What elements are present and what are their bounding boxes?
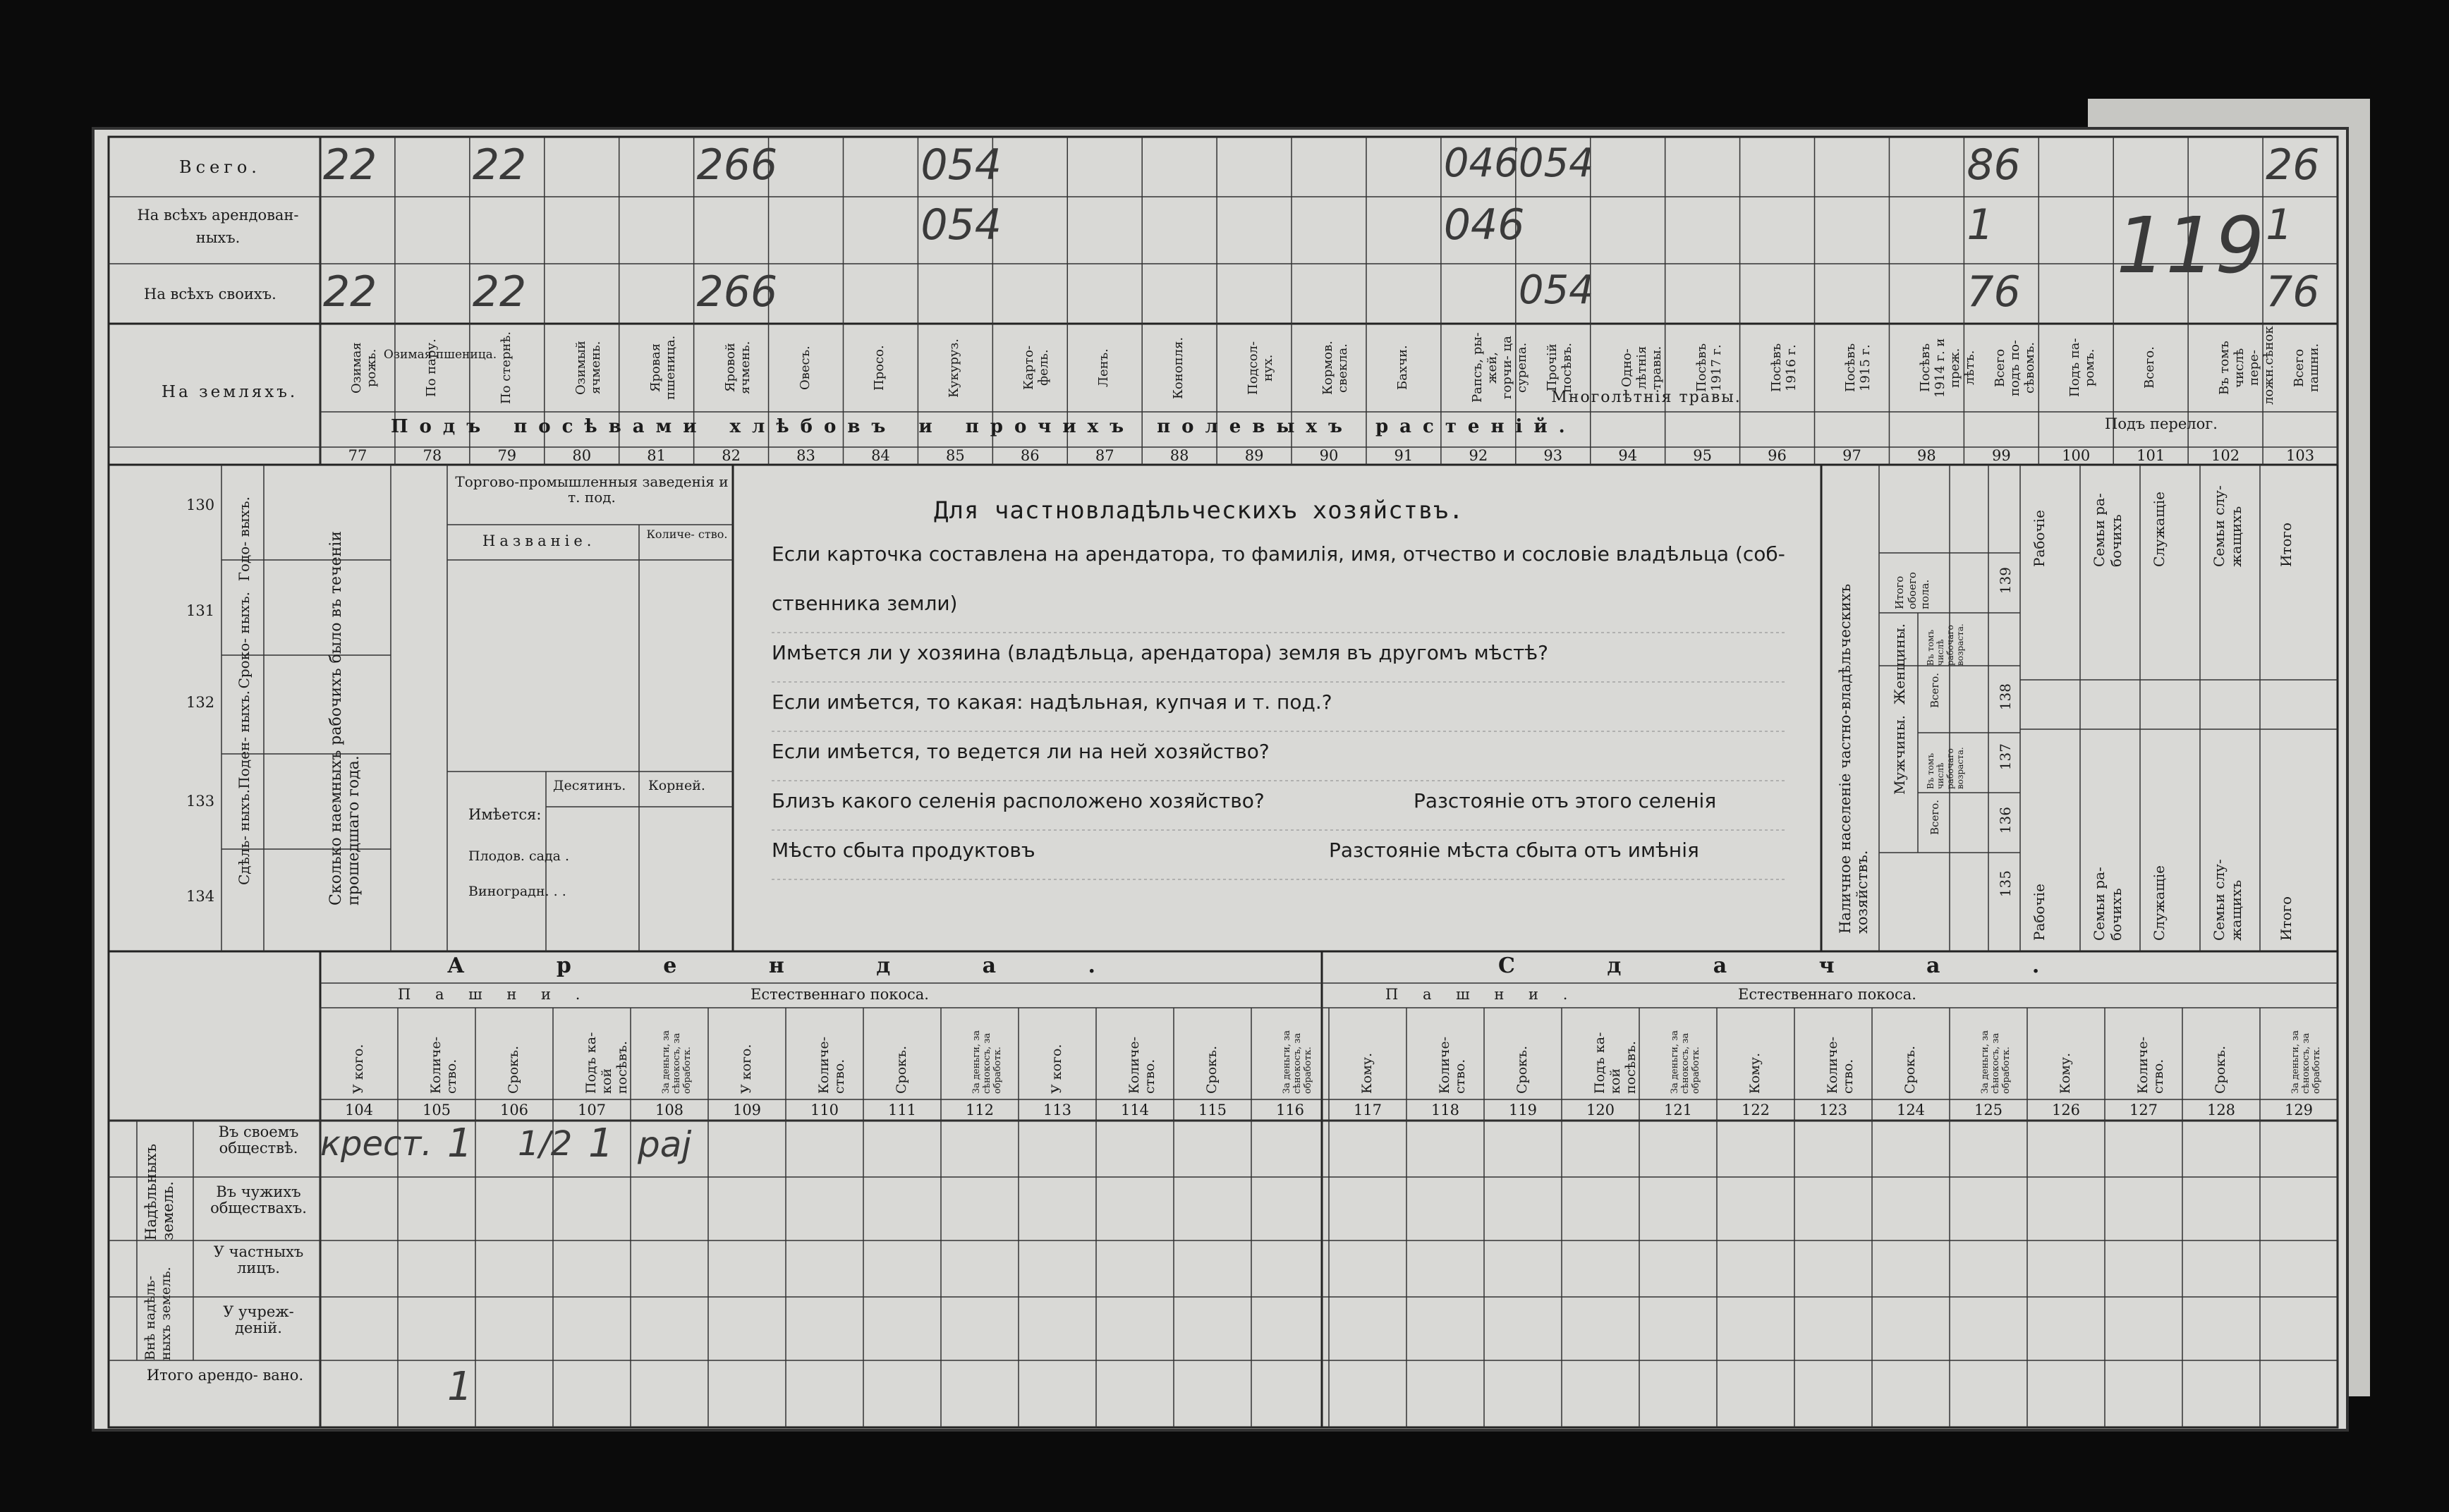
question-other-land: Имѣется ли у хозяина (владѣльца, арендатора) земля въ другомъ мѣстѣ?: [772, 641, 1548, 664]
bottom-header-121: За деньги, за сѣнокосъ, за обработк.: [1670, 1030, 1701, 1094]
trade-qty-header: Количе- ство.: [646, 528, 728, 541]
both-sexes-label: Итого обоего пола.: [1893, 572, 1931, 609]
institutions-row: У учреж- денiй.: [223, 1303, 294, 1337]
bottom-header-118: Количе- ство.: [1437, 1036, 1468, 1094]
men-working-age-label: Въ томъ числѣ рабочаго возраста.: [1926, 747, 1965, 789]
col-number-94: 94: [1618, 447, 1638, 464]
bottom-col-number-123: 123: [1818, 1102, 1848, 1118]
perennial-grass-label: Многолѣтнiя травы.: [1551, 389, 1742, 406]
hw-qty: 1: [447, 1121, 473, 1166]
col-133: 133: [186, 793, 215, 810]
hw-total-rye: 22: [323, 140, 377, 190]
bottom-header-111: Срокъ.: [894, 1045, 909, 1094]
orchard-label: Плодов. сада .: [468, 848, 570, 864]
women-total-label: Всего.: [1928, 673, 1941, 708]
col-number-78: 78: [423, 447, 442, 464]
col-number-103: 103: [2285, 447, 2315, 464]
col-label-91: Бахчи.: [1394, 345, 1410, 391]
right-col-0-bot: Рабочiе: [2031, 884, 2048, 941]
bottom-header-122: Кому.: [1747, 1052, 1763, 1094]
bottom-header-106: Срокъ.: [506, 1045, 521, 1094]
row-own-label: На всѣхъ своихъ.: [144, 286, 276, 303]
total-leased-row: Итого арендо- вано.: [146, 1367, 304, 1384]
col-label-84: Просо.: [872, 345, 887, 391]
col-131: 131: [186, 602, 215, 619]
hw-own-arable: 76: [2266, 267, 2320, 317]
right-col-1-bot: Семьи ра- бочихъ: [2091, 867, 2125, 941]
col-label-103: Всего пашни.: [2292, 343, 2322, 393]
row-rented-label-2: ныхъ.: [195, 229, 241, 246]
bottom-col-number-118: 118: [1430, 1102, 1460, 1118]
hw-rented-arable: 1: [2266, 200, 2293, 250]
col-number-95: 95: [1693, 447, 1712, 464]
bottom-col-number-109: 109: [732, 1102, 762, 1118]
bottom-header-110: Количе- ство.: [816, 1036, 847, 1094]
fallow-label: Подъ перелог.: [2105, 415, 2218, 432]
bottom-header-128: Срокъ.: [2213, 1045, 2228, 1094]
own-community-row: Въ своемъ обществѣ.: [218, 1123, 299, 1157]
desyatin-header: Десятинъ.: [553, 778, 626, 793]
bottom-col-number-107: 107: [577, 1102, 607, 1118]
vineyard-label: Виноградн. . .: [468, 884, 566, 899]
col-label-90: Кормов. свекла.: [1320, 341, 1350, 395]
korney-header: Корней.: [648, 778, 705, 793]
bottom-col-number-120: 120: [1586, 1102, 1615, 1118]
col-label-83: Овесъ.: [797, 346, 813, 390]
bottom-header-109: У кого.: [739, 1044, 754, 1094]
col-136: 136: [1997, 807, 2014, 834]
col-label-81: Яровая пшеница.: [648, 335, 678, 401]
col-number-85: 85: [946, 447, 965, 464]
hw-total-corn: 054: [920, 140, 1002, 190]
right-col-3-top: Семьи слу- жащихъ: [2211, 485, 2244, 567]
hw-total-arable: 26: [2266, 140, 2320, 190]
bottom-col-number-112: 112: [965, 1102, 995, 1118]
bottom-col-number-105: 105: [422, 1102, 451, 1118]
arable-in-header: П а ш н и .: [398, 986, 590, 1003]
col-number-81: 81: [647, 447, 667, 464]
term-workers-label: Сроко- ныхъ.: [236, 592, 253, 689]
hw-crop: 1: [588, 1121, 614, 1166]
bottom-header-112: За деньги, за сѣнокосъ, за обработк.: [971, 1030, 1003, 1094]
col-number-101: 101: [2137, 447, 2165, 464]
piece-workers-label: Сдѣль- ныхъ.: [236, 789, 253, 885]
bottom-header-127: Количе- ство.: [2135, 1036, 2166, 1094]
women-label: Женщины.: [1891, 623, 1908, 705]
row-total-label: Всего.: [179, 157, 261, 177]
bottom-col-number-125: 125: [1974, 1102, 2003, 1118]
population-label: Наличное населенiе частно-владѣльческихъ хозяйствъ.: [1837, 583, 1871, 934]
hw-own-rye: 22: [323, 267, 377, 317]
bottom-col-number-127: 127: [2129, 1102, 2158, 1118]
col-number-92: 92: [1469, 447, 1488, 464]
col-label-77: Озимая рожь.: [348, 342, 379, 394]
bottom-header-115: Срокъ.: [1204, 1045, 1220, 1094]
bottom-col-number-115: 115: [1198, 1102, 1227, 1118]
bottom-header-117: Кому.: [1359, 1052, 1375, 1094]
col-label-82: Яровой ячмень.: [722, 341, 753, 395]
hw-total-92: 046: [1443, 140, 1519, 186]
hw-rented-sown: 1: [1967, 200, 1994, 250]
bottom-col-number-108: 108: [655, 1102, 684, 1118]
col-137: 137: [1997, 743, 2014, 771]
bottom-header-114: Количе- ство.: [1126, 1036, 1157, 1094]
hw-own-93: 054: [1518, 267, 1594, 313]
hired-workers-label: Сколько наемныхъ рабочихъ было въ теченiи прошедшаго года.: [327, 530, 363, 906]
private-farms-title: Для частновладѣльческихъ хозяйствъ.: [934, 496, 1464, 525]
hw-total-93: 054: [1518, 140, 1594, 186]
col-number-89: 89: [1244, 447, 1264, 464]
trade-title: Торгово-промышленныя заведенiя и т. под.: [455, 473, 729, 506]
col-number-102: 102: [2211, 447, 2240, 464]
men-label: Мужчины.: [1891, 715, 1908, 795]
col-number-91: 91: [1394, 447, 1414, 464]
bottom-col-number-116: 116: [1275, 1102, 1305, 1118]
hw-total-sown: 86: [1967, 140, 2021, 190]
bottom-col-number-114: 114: [1120, 1102, 1150, 1118]
question-land-type: Если имѣется, то какая: надѣльная, купчая и т. под.?: [772, 690, 1332, 714]
crops-banner: Подъ посѣвами хлѣбовъ и прочихъ полевыхъ растенiй.: [391, 416, 1576, 437]
col-label-89: Подсол- нух.: [1246, 341, 1276, 395]
arable-out-header: П а ш н и .: [1385, 986, 1578, 1003]
non-allotment-lands-label: Внѣ надѣль- ныхъ земель.: [142, 1267, 174, 1360]
has-label: Имѣется:: [468, 806, 542, 823]
question-owner: Если карточка составлена на арендатора, то фамилiя, имя, отчество и сословiе владѣльца (соб-: [772, 542, 1785, 566]
other-community-row: Въ чужихъ обществахъ.: [210, 1183, 307, 1217]
col-label-80: Озимый ячмень.: [573, 341, 603, 395]
bottom-header-113: У кого.: [1049, 1044, 1064, 1094]
question-market-distance: Разстоянiе мѣста сбыта отъ имѣнiя: [1329, 839, 1699, 862]
women-working-age-label: Въ томъ числѣ рабочаго возраста.: [1926, 623, 1965, 666]
bottom-col-number-113: 113: [1043, 1102, 1072, 1118]
col-135: 135: [1997, 870, 2014, 898]
col-label-96: Посѣвъ 1916 г.: [1768, 343, 1799, 393]
question-village: Близъ какого селенiя расположено хозяйство?: [772, 789, 1265, 812]
bottom-header-107: Подъ ка- кой посѣвъ.: [583, 1032, 630, 1094]
question-owner-2: ственника земли): [772, 592, 958, 615]
col-number-77: 77: [348, 447, 367, 464]
right-col-3-bot: Семьи слу- жащихъ: [2211, 859, 2244, 941]
col-label-99: Всего подъ по- сѣвомъ.: [1993, 339, 2038, 396]
col-label-95: Посѣвъ 1917 г.: [1694, 343, 1724, 393]
row-rented-label-1: На всѣхъ арендован-: [137, 207, 299, 224]
census-card: [92, 127, 2349, 1432]
bottom-col-number-124: 124: [1896, 1102, 1926, 1118]
hw-rented-corn: 054: [920, 200, 1002, 250]
bottom-header-129: За деньги, за сѣнокосъ, за обработк.: [2290, 1030, 2322, 1094]
col-label-98: Посѣвъ 1914 г. и преж. лѣтъ.: [1918, 338, 1978, 398]
hw-total-barley: 266: [696, 140, 778, 190]
col-number-82: 82: [722, 447, 741, 464]
bottom-col-number-119: 119: [1508, 1102, 1538, 1118]
hw-pay: рај: [638, 1124, 692, 1165]
col-number-98: 98: [1917, 447, 1936, 464]
bottom-header-104: У кого.: [351, 1044, 366, 1094]
winter-wheat-label: Озимая пшеница.: [383, 348, 497, 362]
hw-own-stubble: 22: [472, 267, 527, 317]
bottom-header-124: Срокъ.: [1902, 1045, 1918, 1094]
question-market: Мѣсто сбыта продуктовъ: [772, 839, 1035, 862]
col-number-80: 80: [572, 447, 592, 464]
col-130: 130: [186, 496, 215, 513]
col-label-78: По пару.: [423, 339, 439, 397]
col-label-79: По стернѣ.: [498, 331, 514, 405]
col-number-96: 96: [1768, 447, 1787, 464]
bottom-col-number-128: 128: [2206, 1102, 2236, 1118]
bottom-col-number-126: 126: [2051, 1102, 2081, 1118]
col-label-101: Всего.: [2142, 346, 2158, 389]
bottom-col-number-121: 121: [1663, 1102, 1693, 1118]
daily-workers-label: Поден- ныхъ.: [236, 690, 253, 789]
bottom-header-119: Срокъ.: [1514, 1045, 1530, 1094]
col-number-87: 87: [1095, 447, 1114, 464]
right-col-4-top: Итого: [2278, 522, 2295, 567]
col-label-92: Рапсъ, ры- жей, горчи- ца сурепа.: [1469, 332, 1529, 403]
hw-fallow: 119: [2116, 200, 2265, 291]
col-label-93: Прочiй посѣвъ.: [1544, 342, 1574, 394]
yearly-workers-label: Годо- выхъ.: [236, 496, 253, 582]
col-label-88: Конопля.: [1171, 336, 1186, 399]
bottom-header-125: За деньги, за сѣнокосъ, за обработк.: [1980, 1030, 2012, 1094]
col-132: 132: [186, 694, 215, 711]
right-col-0-top: Рабочiе: [2031, 510, 2048, 567]
bottom-col-number-110: 110: [810, 1102, 839, 1118]
lease-out-header: С д а ч а .: [1498, 953, 2082, 978]
col-label-87: Ленъ.: [1096, 348, 1112, 387]
col-label-102: Въ томъ числѣ пере- ложн.сѣнок.: [2217, 322, 2277, 405]
col-number-93: 93: [1543, 447, 1563, 464]
bottom-col-number-117: 117: [1353, 1102, 1382, 1118]
col-number-84: 84: [871, 447, 890, 464]
col-number-97: 97: [1842, 447, 1861, 464]
lease-in-header: А р е н д а .: [447, 953, 1138, 978]
hw-total: 1: [447, 1364, 473, 1410]
right-col-1-top: Семьи ра- бочихъ: [2091, 493, 2125, 567]
col-number-100: 100: [2062, 447, 2091, 464]
col-number-99: 99: [1991, 447, 2011, 464]
allotment-lands-label: Надѣльныхъ земель.: [142, 1143, 176, 1240]
bottom-col-number-129: 129: [2284, 1102, 2314, 1118]
hayfield-in-header: Естественнаго покоса.: [750, 986, 929, 1003]
col-number-90: 90: [1319, 447, 1339, 464]
col-label-97: Посѣвъ 1915 г.: [1843, 343, 1873, 393]
hayfield-out-header: Естественнаго покоса.: [1738, 986, 1916, 1003]
question-farming: Если имѣется, то ведется ли на ней хозяйство?: [772, 740, 1270, 763]
private-persons-row: У частныхъ лицъ.: [213, 1243, 304, 1277]
hw-peasant: крест.: [320, 1124, 432, 1164]
bottom-header-116: За деньги, за сѣнокосъ, за обработк.: [1282, 1030, 1313, 1094]
hw-total-stubble: 22: [472, 140, 527, 190]
col-label-86: Карто- фель.: [1021, 345, 1052, 391]
table-grid: [95, 130, 2349, 1432]
hw-term: 1/2: [518, 1124, 573, 1164]
bottom-col-number-111: 111: [887, 1102, 917, 1118]
bottom-header-120: Подъ ка- кой посѣвъ.: [1592, 1032, 1639, 1094]
question-village-distance: Разстоянiе отъ этого селенiя: [1414, 789, 1717, 812]
col-138: 138: [1997, 683, 2014, 711]
col-label-100: Подъ па- ромъ.: [2067, 338, 2098, 398]
hw-own-barley: 266: [696, 267, 778, 317]
bottom-header-108: За деньги, за сѣнокосъ, за обработк.: [661, 1030, 693, 1094]
col-number-86: 86: [1020, 447, 1040, 464]
col-134: 134: [186, 888, 215, 905]
men-total-label: Всего.: [1928, 800, 1941, 835]
col-label-85: Кукуруз.: [947, 338, 962, 398]
col-number-88: 88: [1169, 447, 1189, 464]
col-number-83: 83: [796, 447, 815, 464]
bottom-col-number-104: 104: [344, 1102, 374, 1118]
right-col-2-top: Служащiе: [2151, 492, 2168, 567]
trade-name-header: Названiе.: [482, 532, 596, 549]
bottom-header-105: Количе- ство.: [428, 1036, 459, 1094]
col-number-79: 79: [497, 447, 517, 464]
hw-rented-92: 046: [1443, 200, 1525, 250]
bottom-header-126: Кому.: [2058, 1052, 2073, 1094]
right-col-2-bot: Служащiе: [2151, 865, 2168, 941]
row-lands-label: На земляхъ.: [162, 383, 298, 401]
col-label-94: Одно- лѣтнiя травы.: [1619, 346, 1664, 390]
col-139: 139: [1997, 567, 2014, 595]
hw-own-sown: 76: [1967, 267, 2021, 317]
bottom-header-123: Количе- ство.: [1825, 1036, 1856, 1094]
bottom-col-number-122: 122: [1741, 1102, 1770, 1118]
right-col-4-bot: Итого: [2278, 896, 2295, 941]
bottom-col-number-106: 106: [499, 1102, 529, 1118]
